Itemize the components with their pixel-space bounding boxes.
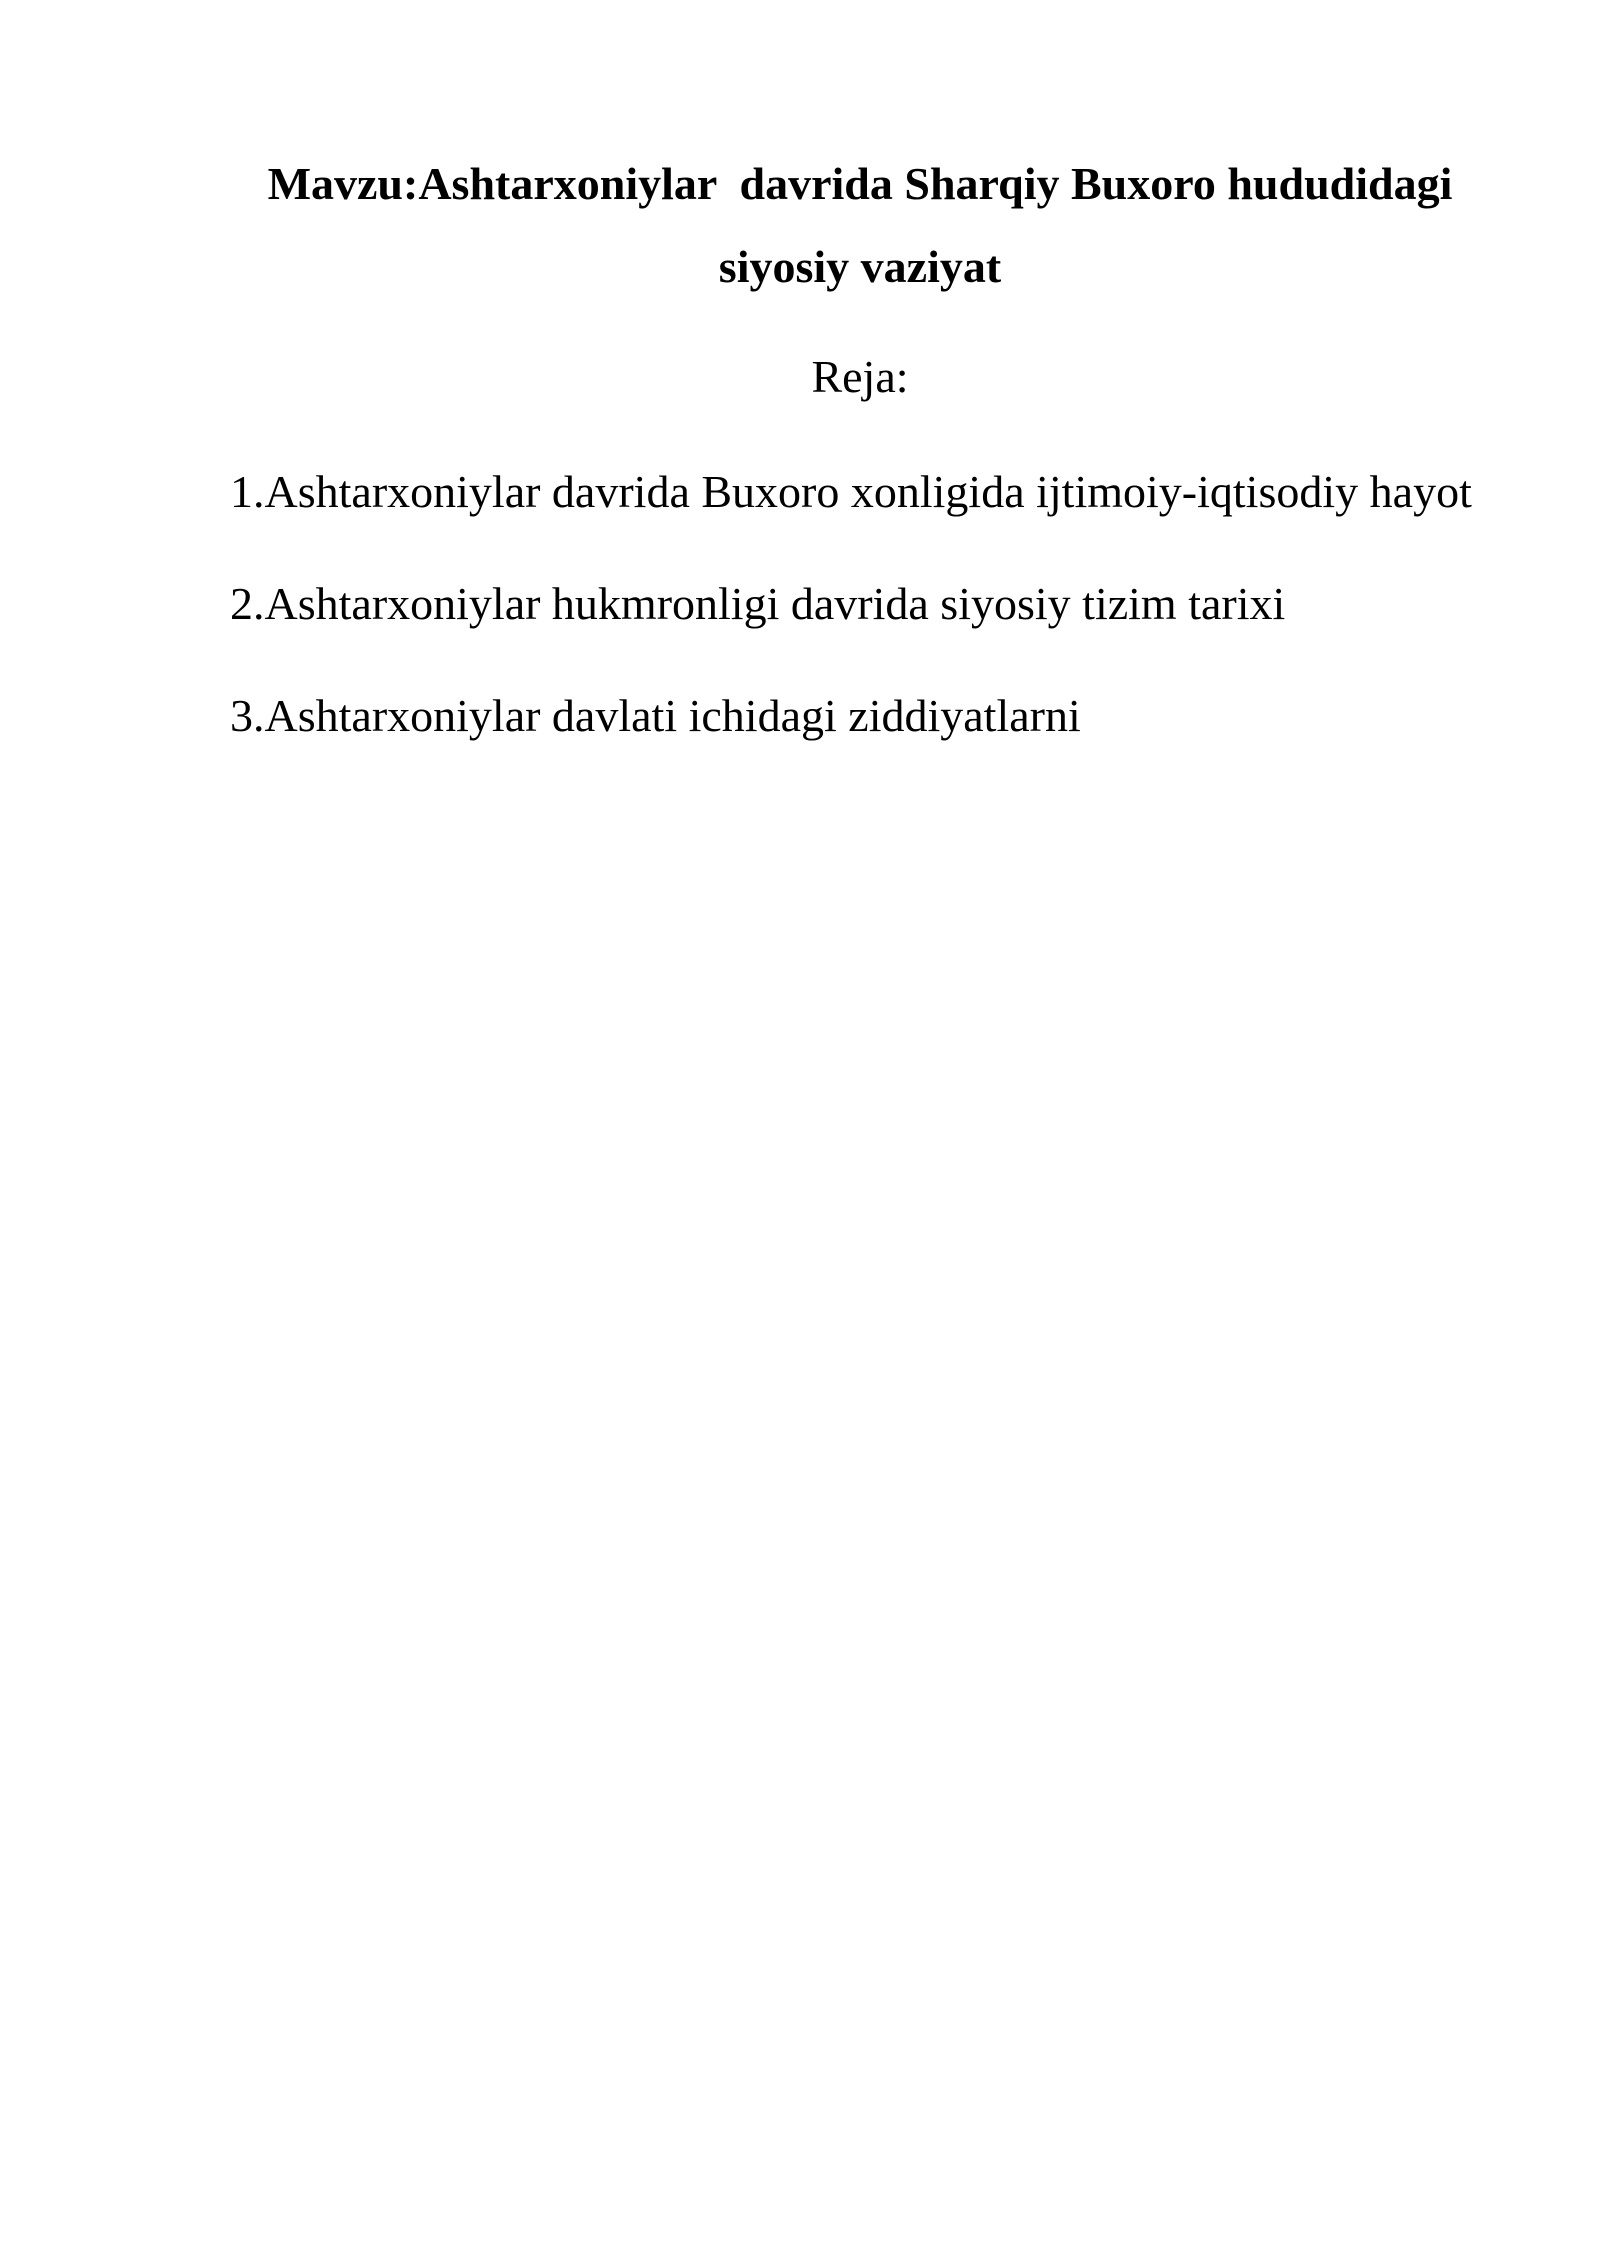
- plan-item: 3.Ashtarxoniylar davlati ichidagi ziddiyatlarni: [230, 690, 1081, 741]
- document-title: Mavzu:Ashtarxoniylar davrida Sharqiy Buxoro hududidagi siyosiy vaziyat: [267, 158, 1464, 292]
- plan-heading: Reja:: [811, 351, 909, 402]
- plan-list: [230, 450, 1490, 786]
- plan-item: 2.Ashtarxoniylar hukmronligi davrida siyosiy tizim tarixi: [230, 578, 1286, 629]
- plan-item: 1.Ashtarxoniylar davrida Buxoro xonligida ijtimoiy-iqtisodiy hayot: [230, 466, 1472, 517]
